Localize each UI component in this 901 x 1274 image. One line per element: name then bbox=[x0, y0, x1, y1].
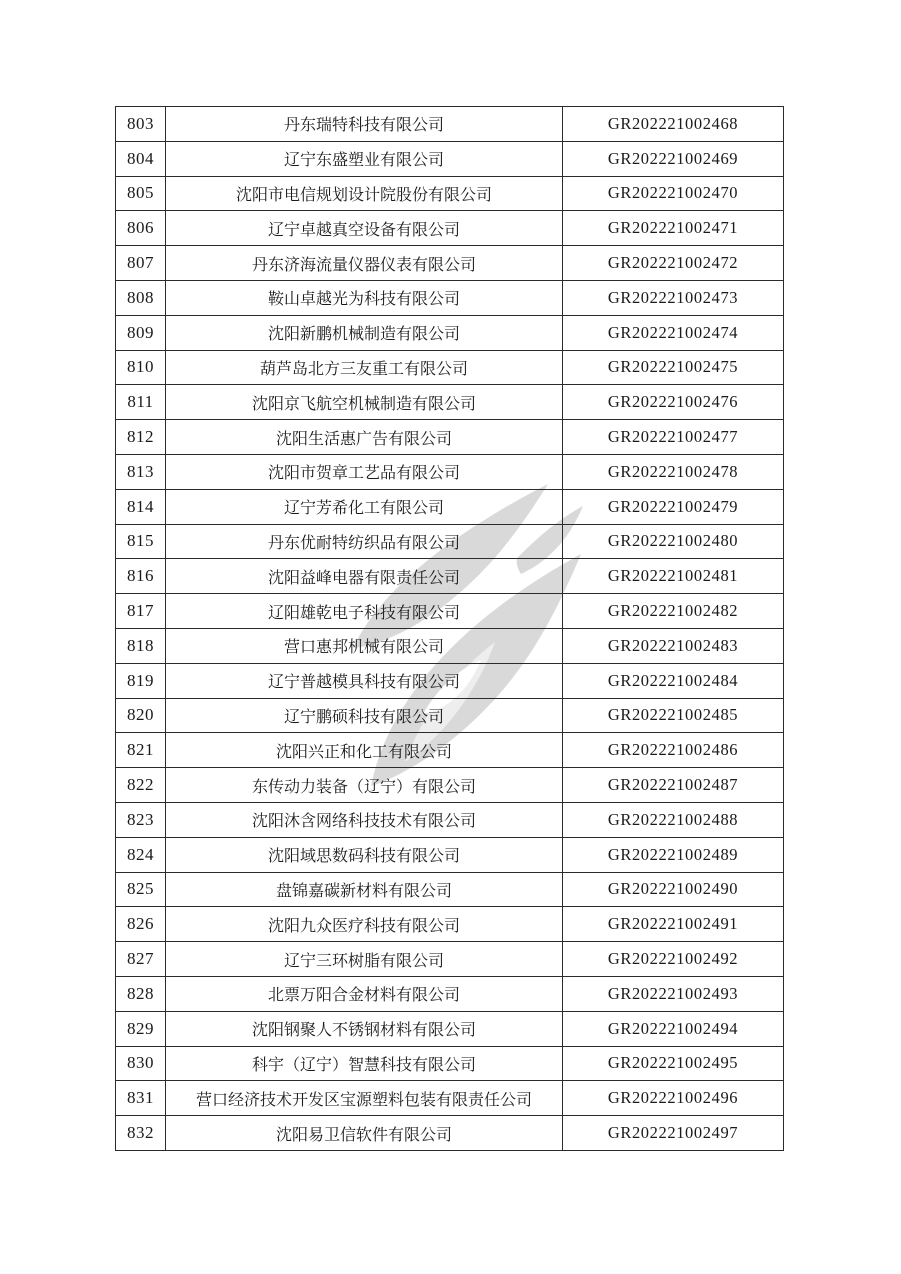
table-row bbox=[116, 176, 784, 211]
certificate-code-cell: GR202221002476 bbox=[563, 385, 784, 420]
row-number-cell: 828 bbox=[116, 976, 166, 1011]
company-name-cell: 沈阳新鹏机械制造有限公司 bbox=[166, 315, 563, 350]
company-name-cell: 东传动力装备（辽宁）有限公司 bbox=[166, 768, 563, 803]
certificate-code-cell: GR202221002483 bbox=[563, 628, 784, 663]
row-number-cell: 806 bbox=[116, 211, 166, 246]
company-name-cell: 沈阳生活惠广告有限公司 bbox=[166, 420, 563, 455]
row-number-cell: 821 bbox=[116, 733, 166, 768]
table-row bbox=[116, 1046, 784, 1081]
company-name-cell: 营口惠邦机械有限公司 bbox=[166, 628, 563, 663]
table-row bbox=[116, 942, 784, 977]
table-row bbox=[116, 489, 784, 524]
table-row bbox=[116, 768, 784, 803]
table-row bbox=[116, 385, 784, 420]
table-row bbox=[116, 907, 784, 942]
table-row bbox=[116, 454, 784, 489]
row-number-cell: 809 bbox=[116, 315, 166, 350]
company-name-cell: 辽宁三环树脂有限公司 bbox=[166, 942, 563, 977]
table-row bbox=[116, 141, 784, 176]
row-number-cell: 832 bbox=[116, 1116, 166, 1151]
company-name-cell: 北票万阳合金材料有限公司 bbox=[166, 976, 563, 1011]
row-number-cell: 816 bbox=[116, 559, 166, 594]
company-name-cell: 丹东瑞特科技有限公司 bbox=[166, 107, 563, 142]
certificate-code-cell: GR202221002478 bbox=[563, 454, 784, 489]
row-number-cell: 808 bbox=[116, 280, 166, 315]
table-row bbox=[116, 872, 784, 907]
company-name-cell: 辽宁芳希化工有限公司 bbox=[166, 489, 563, 524]
certificate-code-cell: GR202221002479 bbox=[563, 489, 784, 524]
row-number-cell: 803 bbox=[116, 107, 166, 142]
certificate-code-cell: GR202221002487 bbox=[563, 768, 784, 803]
certificate-code-cell: GR202221002469 bbox=[563, 141, 784, 176]
row-number-cell: 819 bbox=[116, 663, 166, 698]
company-name-cell: 沈阳益峰电器有限责任公司 bbox=[166, 559, 563, 594]
company-name-cell: 丹东优耐特纺织品有限公司 bbox=[166, 524, 563, 559]
company-name-cell: 辽宁卓越真空设备有限公司 bbox=[166, 211, 563, 246]
table-row bbox=[116, 663, 784, 698]
certificate-code-cell: GR202221002497 bbox=[563, 1116, 784, 1151]
certificate-code-cell: GR202221002475 bbox=[563, 350, 784, 385]
row-number-cell: 817 bbox=[116, 594, 166, 629]
certificate-code-cell: GR202221002494 bbox=[563, 1011, 784, 1046]
certificate-code-cell: GR202221002495 bbox=[563, 1046, 784, 1081]
certificate-code-cell: GR202221002496 bbox=[563, 1081, 784, 1116]
table-row bbox=[116, 698, 784, 733]
table-row bbox=[116, 315, 784, 350]
certificate-code-cell: GR202221002471 bbox=[563, 211, 784, 246]
table-row bbox=[116, 837, 784, 872]
company-name-cell: 辽宁鹏硕科技有限公司 bbox=[166, 698, 563, 733]
certificate-code-cell: GR202221002480 bbox=[563, 524, 784, 559]
row-number-cell: 813 bbox=[116, 454, 166, 489]
company-name-cell: 辽宁东盛塑业有限公司 bbox=[166, 141, 563, 176]
company-name-cell: 辽宁普越模具科技有限公司 bbox=[166, 663, 563, 698]
company-name-cell: 科宇（辽宁）智慧科技有限公司 bbox=[166, 1046, 563, 1081]
certificate-code-cell: GR202221002484 bbox=[563, 663, 784, 698]
company-table-body bbox=[116, 107, 784, 1151]
certificate-code-cell: GR202221002477 bbox=[563, 420, 784, 455]
row-number-cell: 831 bbox=[116, 1081, 166, 1116]
table-row bbox=[116, 350, 784, 385]
row-number-cell: 814 bbox=[116, 489, 166, 524]
certificate-code-cell: GR202221002492 bbox=[563, 942, 784, 977]
table-row bbox=[116, 1081, 784, 1116]
table-row bbox=[116, 1011, 784, 1046]
certificate-code-cell: GR202221002470 bbox=[563, 176, 784, 211]
table-row bbox=[116, 246, 784, 281]
certificate-code-cell: GR202221002491 bbox=[563, 907, 784, 942]
certificate-code-cell: GR202221002490 bbox=[563, 872, 784, 907]
certificate-code-cell: GR202221002486 bbox=[563, 733, 784, 768]
row-number-cell: 829 bbox=[116, 1011, 166, 1046]
table-row bbox=[116, 211, 784, 246]
company-name-cell: 沈阳京飞航空机械制造有限公司 bbox=[166, 385, 563, 420]
table-row bbox=[116, 976, 784, 1011]
row-number-cell: 830 bbox=[116, 1046, 166, 1081]
certificate-code-cell: GR202221002468 bbox=[563, 107, 784, 142]
company-name-cell: 沈阳市贺章工艺品有限公司 bbox=[166, 454, 563, 489]
company-name-cell: 盘锦嘉碳新材料有限公司 bbox=[166, 872, 563, 907]
row-number-cell: 804 bbox=[116, 141, 166, 176]
company-name-cell: 鞍山卓越光为科技有限公司 bbox=[166, 280, 563, 315]
certificate-code-cell: GR202221002481 bbox=[563, 559, 784, 594]
certificate-code-cell: GR202221002472 bbox=[563, 246, 784, 281]
company-name-cell: 营口经济技术开发区宝源塑料包装有限责任公司 bbox=[166, 1081, 563, 1116]
table-row bbox=[116, 107, 784, 142]
table-row bbox=[116, 524, 784, 559]
row-number-cell: 823 bbox=[116, 802, 166, 837]
row-number-cell: 822 bbox=[116, 768, 166, 803]
certificate-code-cell: GR202221002485 bbox=[563, 698, 784, 733]
row-number-cell: 824 bbox=[116, 837, 166, 872]
certificate-code-cell: GR202221002474 bbox=[563, 315, 784, 350]
row-number-cell: 810 bbox=[116, 350, 166, 385]
table-row bbox=[116, 280, 784, 315]
certificate-code-cell: GR202221002493 bbox=[563, 976, 784, 1011]
table-row bbox=[116, 802, 784, 837]
company-name-cell: 沈阳九众医疗科技有限公司 bbox=[166, 907, 563, 942]
table-row bbox=[116, 1116, 784, 1151]
company-name-cell: 沈阳易卫信软件有限公司 bbox=[166, 1116, 563, 1151]
company-name-cell: 辽阳雄乾电子科技有限公司 bbox=[166, 594, 563, 629]
company-name-cell: 沈阳钢聚人不锈钢材料有限公司 bbox=[166, 1011, 563, 1046]
company-name-cell: 沈阳域思数码科技有限公司 bbox=[166, 837, 563, 872]
row-number-cell: 820 bbox=[116, 698, 166, 733]
company-name-cell: 丹东济海流量仪器仪表有限公司 bbox=[166, 246, 563, 281]
table-row bbox=[116, 628, 784, 663]
row-number-cell: 805 bbox=[116, 176, 166, 211]
row-number-cell: 825 bbox=[116, 872, 166, 907]
row-number-cell: 827 bbox=[116, 942, 166, 977]
table-row bbox=[116, 420, 784, 455]
certified-companies-table bbox=[115, 106, 784, 1151]
certificate-code-cell: GR202221002482 bbox=[563, 594, 784, 629]
row-number-cell: 826 bbox=[116, 907, 166, 942]
row-number-cell: 815 bbox=[116, 524, 166, 559]
table-row bbox=[116, 594, 784, 629]
table-row bbox=[116, 733, 784, 768]
company-name-cell: 葫芦岛北方三友重工有限公司 bbox=[166, 350, 563, 385]
company-name-cell: 沈阳沐含网络科技技术有限公司 bbox=[166, 802, 563, 837]
row-number-cell: 818 bbox=[116, 628, 166, 663]
company-name-cell: 沈阳兴正和化工有限公司 bbox=[166, 733, 563, 768]
row-number-cell: 807 bbox=[116, 246, 166, 281]
row-number-cell: 811 bbox=[116, 385, 166, 420]
row-number-cell: 812 bbox=[116, 420, 166, 455]
certificate-code-cell: GR202221002489 bbox=[563, 837, 784, 872]
certificate-code-cell: GR202221002488 bbox=[563, 802, 784, 837]
table-row bbox=[116, 559, 784, 594]
company-name-cell: 沈阳市电信规划设计院股份有限公司 bbox=[166, 176, 563, 211]
certificate-code-cell: GR202221002473 bbox=[563, 280, 784, 315]
